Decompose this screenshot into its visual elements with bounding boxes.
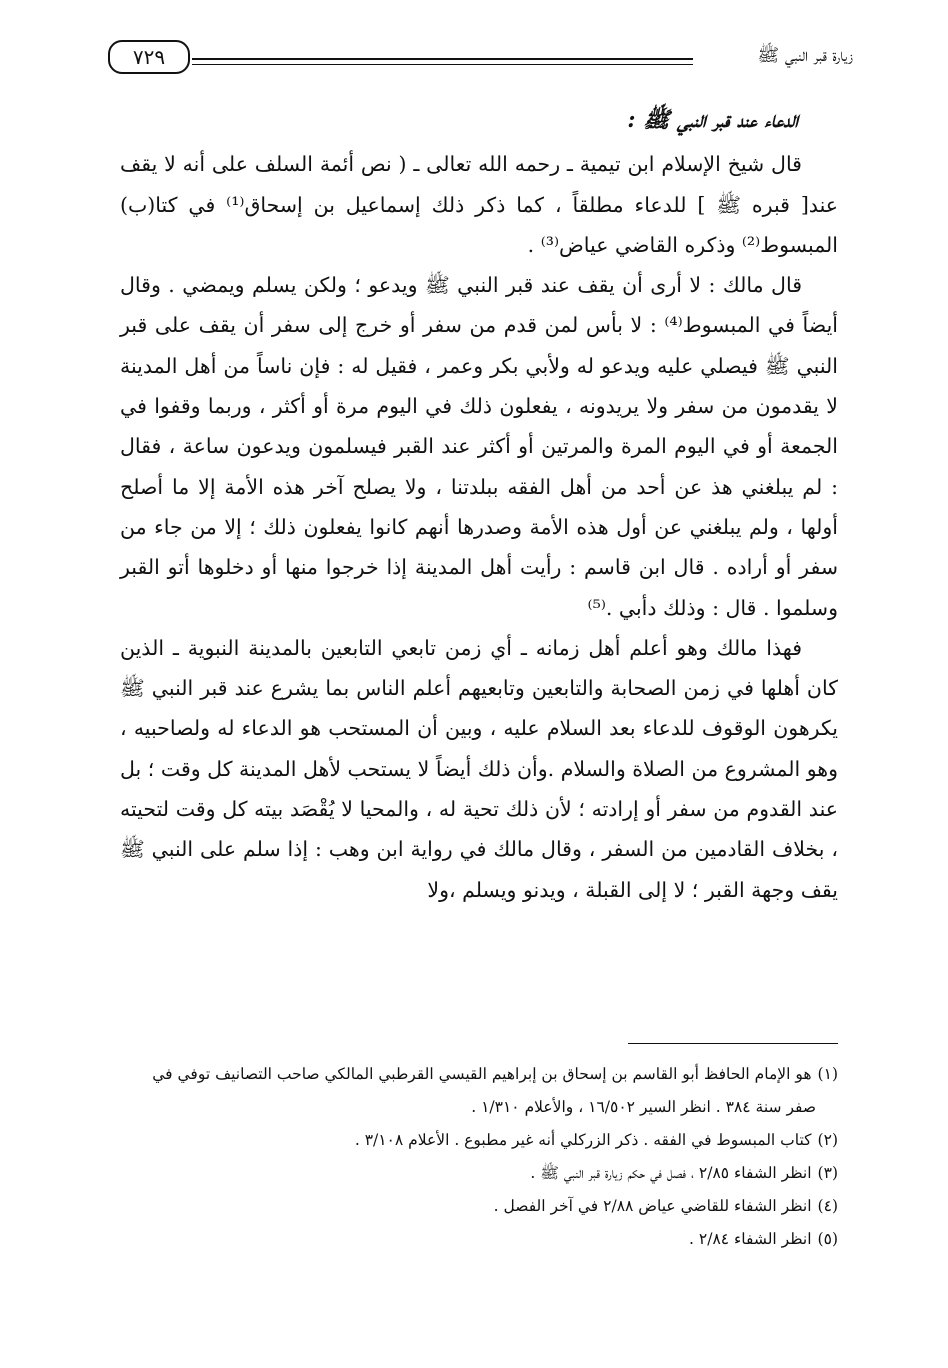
footnote-text: هو الإمام الحافظ أبو القاسم بن إسحاق بن إبراهيم القيسي القرطبي المالكي صاحب التصانيف توفي في <box>152 1065 812 1083</box>
footnote-number: (٣) <box>817 1164 838 1182</box>
footnote <box>120 1058 838 1091</box>
footnote-number: (٥) <box>817 1230 838 1248</box>
footnote <box>120 1157 838 1190</box>
paragraph: قال مالك : لا أرى أن يقف عند قبر النبي ﷺ ويدعو ؛ ولكن يسلم ويمضي . وقال أيضاً في المبسوط⁽⁴⁾ : لا بأس لمن قدم من سفر أو خرج إلى سفر أن يقف على قبر النبي ﷺ فيصلي عليه ويدعو له ولأبي بكر وعمر ، فقيل له : فإن ناساً من أهل المدينة لا يقدمون من سفر ولا يريدونه ، يفعلون ذلك في اليوم مرة أو أكثر ، وربما وقفوا في الجمعة أو في اليوم المرة والمرتين أو أكثر عند القبر فيسلمون ويدعون ساعة ، فقال : لم يبلغني هذ عن أحد من أهل الفقه ببلدتنا ، ولا يصلح آخر هذه الأمة إلا ما أصلح أولها ، ولم يبلغني عن أول هذه الأمة وصدرها أنهم كانوا يفعلون ذلك ؛ إلا من جاء من سفر أو أراده . قال ابن قاسم : رأيت أهل المدينة إذا خرجوا منها أو دخلوها أتو القبر وسلموا . قال : وذلك دأبي .⁽⁵⁾ <box>120 273 839 620</box>
footnote-text: انظر الشفاء ٢/٨٤ . <box>689 1230 812 1248</box>
page-header <box>108 40 853 80</box>
footnote <box>120 1190 838 1223</box>
footnote-text: كتاب المبسوط في الفقه . ذكر الزركلي أنه غير مطبوع . الأعلام ٣/١٠٨ . <box>354 1131 812 1149</box>
footnotes <box>120 1058 838 1256</box>
paragraph: قال شيخ الإسلام ابن تيمية ـ رحمه الله تعالى ـ ( نص أئمة السلف على أنه لا يقف عند[ قبره ﷺ ] للدعاء مطلقاً ، كما ذكر ذلك إسماعيل بن إسحاق⁽¹⁾ في كتا(ب) المبسوط⁽²⁾ وذكره القاضي عياض⁽³⁾ . <box>120 152 838 257</box>
header-rule <box>192 58 693 60</box>
footnote-continuation: صفر سنة ٣٨٤ . انظر السير ١٦/٥٠٢ ، والأعلام ١/٣١٠ . <box>471 1098 816 1116</box>
page-number: ٧٢٩ <box>108 40 190 74</box>
paragraph: فهذا مالك وهو أعلم أهل زمانه ـ أي زمن تابعي التابعين بالمدينة النبوية ـ الذين كان أهلها في زمن الصحابة والتابعين وتابعيهم أعلم الناس بما يشرع عند قبر النبي ﷺ يكرهون الوقوف للدعاء بعد السلام عليه ، وبين أن المستحب هو الدعاء له ولصاحبيه ، وهو المشروع من الصلاة والسلام .وأن ذلك أيضاً لا يستحب لأهل المدينة كل وقت ؛ بل عند القدوم من سفر أو إرادته ؛ لأن ذلك تحية له ، والمحيا لا يُقْصَد بيته كل وقت لتحيته ، بخلاف القادمين من السفر ، وقال مالك في رواية ابن وهب : إذا سلم على النبي ﷺ يقف وجهة القبر ؛ لا إلى القبلة ، ويدنو ويسلم ،ولا <box>120 635 838 902</box>
main-text <box>120 100 838 910</box>
footnote-text: انظر الشفاء للقاضي عياض ٢/٨٨ في آخر الفصل . <box>493 1197 812 1215</box>
footnote-separator <box>628 1043 838 1044</box>
section-heading: الدعاء عند قبر النبي ﷺ : <box>627 107 798 133</box>
footnote <box>120 1223 838 1256</box>
footnote-text: انظر الشفاء ٢/٨٥ ، فصل في حكم زيارة قبر النبي ﷺ . <box>530 1164 812 1182</box>
running-title: زيارة قبر النبي ﷺ <box>757 45 853 66</box>
footnote-number: (١) <box>817 1065 838 1083</box>
footnote-number: (٤) <box>817 1197 838 1215</box>
footnote-number: (٢) <box>817 1131 838 1149</box>
footnote <box>120 1124 838 1157</box>
header-rule-thin <box>192 64 693 65</box>
